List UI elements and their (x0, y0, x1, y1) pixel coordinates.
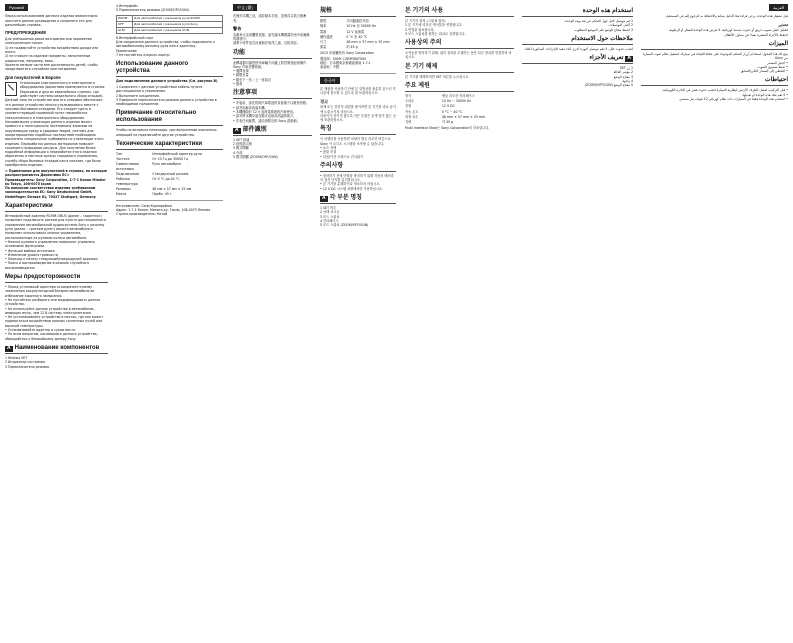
table-cell: ZOOM (117, 15, 133, 21)
intro-text: Перед использованием данного изделия внимательно прочтите данное руководство и сохраните его для дальнейших справок. (5, 14, 98, 28)
spec-value: 48 mm × 57 mm × 25 mm (346, 40, 390, 45)
features-text: Интерфейсный адаптер RCMM-OBUS (далее – «адаптер») позволяет подключать разъем для пульта дистанционного управления автомобильной аудиосистемы Sony к разъему руля (далее – «разъем руля») вашего автомобиля и позволяет использовать кнопки управления, расположенные на рулевом колесе автомобиля. • Кнопки рулевого управления позволяют управлять основными функциями. • Функция выбора источника • Изменение уровня громкости • Переход к началу следующей/предыдущей дорожки • Поиск и воспроизведение в режиме случайного воспроизведения (5, 214, 106, 270)
parts-text: 1 Кнопка SET 2 Индикатор состояния 3 Переключатель режима (5, 355, 49, 369)
spec-row (116, 192, 223, 196)
spec-key: 주파수 (405, 99, 415, 104)
column-korean (402, 0, 517, 643)
caution-heading: احتياطات (641, 77, 788, 86)
spec-key: Подключение (116, 172, 140, 177)
caution-heading: 주의사항 (320, 163, 396, 172)
spec-value: 48 мм × 57 мм × 25 мм (152, 186, 192, 191)
parts-text: 1 SET 按鈕 2 狀態指示燈 3 模式開關 4 介面 5 模式開關 (ZOOM/OFF/GUN) (233, 137, 278, 159)
eu-heading: Для покупателей в Европе (5, 74, 61, 80)
spec-value: 0 °C 至 40 °C (346, 34, 368, 39)
warning-text: 為避免火災或觸電危險，請勿讓本機暴露於雨中或潮濕的環境中。 請將小零件放在孩童無法取得之處，以防誤吞。 (233, 32, 310, 46)
intro-text: 在操作本機之前，請詳細本手冊，並保存以供日後參考。 (233, 14, 307, 23)
spec-key: Частота (116, 157, 130, 162)
parts-text: 1 زر SET 2 مؤشر الحالة 3 مفتاح الوضع 4 واجهة 5 مفتاح الوضع (ZOOM/OFF/GUN) (584, 65, 633, 88)
spec-row (116, 187, 223, 191)
manufacturer-text: Изготовитель: Сони Корпорейшн Адрес: 1-7-1 Конан, Минато-ку, Токио, 108-0075 Япония Страна-производитель: Китай (116, 203, 211, 217)
spec-value: 48 mm × 57 mm × 25 mm (441, 115, 486, 119)
table-cell: OFF (117, 21, 133, 27)
parts-heading-label: 각 부분 명칭 (329, 195, 362, 202)
release-text: 본 기기를 해제하려면 SET 버튼을 누르십시오. (405, 74, 470, 79)
column-russian (2, 0, 111, 643)
language-tag-arabic: العربية (769, 4, 788, 11)
usage-text: 본 기기의 장착 (그림 B 참조) 1 본 기기에 리모컨 케이블을 연결합니다. 2 연결을 완료합니다. 3 모드 스위치를 원하는 위치로 설정합니다. (405, 18, 466, 36)
warning-heading: تحذير (778, 21, 788, 27)
spec-row (320, 19, 396, 23)
section-a-marker: A (235, 126, 239, 133)
warning-heading: 警告 (233, 26, 242, 32)
spec-value: 0 °C ~ 40 °C (441, 109, 463, 114)
caution-text: • Перед установкой адаптера отсоедините клемму заземления аккумуляторной батареи автомобиля во избежание короткого замыкания. • Не пытайтесь разбирать или модифицировать данное устройство. • Не используйте данное устройство в автомобилях, имеющих иную, чем 12 В систему электропитания. • Не устанавливайте устройство в местах, где оно может подвергаться воздействию прямых солнечных лучей или высокой температуры. • Устанавливайте адаптер в сухом месте. • По всем вопросам, касающимся данного устройства, обращайтесь к ближайшему дилеру Sony. (5, 284, 104, 341)
spec-heading: 주요 제원 (405, 83, 514, 92)
usage-heading: Использование данного устройства (116, 61, 223, 77)
spec-row (320, 40, 396, 44)
features-text: يتيح لك هذا المحول استخدام أزرار التحكم الموجودة على عجلة القيادة في سيارتك لتشغيل نظام صوت السيارة من Sony. • اختيار المصدر • ضبط مستوى الصوت • التخطي إلى المسار التالي/السابق (642, 51, 788, 74)
warning-heading: 경고 (320, 98, 329, 104)
section-a-marker: A (627, 55, 631, 62)
features-text: 此轉接器可讓您使用車輛方向盤上的控制按鈕來操作 Sony 汽車音響系統。 • 選擇音源 • 調整音量 • 跳至下一首／上一首曲目 • 搜尋 (233, 60, 307, 87)
spec-key: 외형 치수 (405, 115, 419, 119)
warning-text: Для уменьшения риска возгорания или поражения электрическим током: 1) не подвергайте устройство воздействию дождя или влаги; 2) не ставьте на изделие предметы, наполненные жидкостью, например, вазы. Храните мелкие части вне досягаемости детей, чтобы предотвратить случайное проглатывание. (5, 37, 99, 72)
features-heading: الميزات (641, 41, 788, 50)
column-chinese (230, 0, 315, 643)
usage-text: 1 قم بتوصيل كابل جهاز التحكم عن بعد بهذه الوحدة. 2 أكمل التوصيلات. 3 اضبط مفتاح الوضع على الموضع المطلوب. (564, 18, 633, 32)
column-chinese-korean (317, 0, 399, 643)
column-arabic (638, 0, 791, 643)
spec-value: 10 Hz 至 30000 Hz (346, 24, 376, 29)
spec-value: Стандартный разъем (152, 172, 189, 177)
spec-list (116, 152, 223, 197)
caution-text: • 장착하기 전에 단락을 방지하기 위해 자동차 배터리의 접지 단자를 분리하십시오. • 본 기기를 분해하거나 개조하지 마십시오. • 12 V DC 시스템 차량에서만 사용하십시오. (320, 173, 394, 191)
caution-text: • قبل التركيب، افصل الطرف الأرضي لبطارية السيارة لتجنب حدوث قصر في الدائرة الكهربائية. • لا تقم بفك هذه الوحدة أو تعديلها. • استخدم هذه الوحدة فقط في السيارات ذات نظام كهربائي 12 فولت تيار مستمر. (662, 88, 788, 101)
eu-contact: < Примечание для покупателей в странах, на которые распространяются Директивы ЕС> Производитель: Sony Corporation, 1-7-1 Konan Minato-ku Tokyo, 108-0075 Japan По вопросам соответствия изделия требованиям законодательства ЕС: Sony Deutschland GmbH, Hedelfinger Strasse 61, 70327 Stuttgart, Germany (5, 168, 107, 199)
usage-subheading: Для подключения данного устройства (См. рисунок B) (116, 79, 218, 84)
features-heading: Характеристики (5, 203, 108, 212)
table-row (117, 27, 223, 33)
trademark-text: 2013 年版權所有 Sony Corporation (320, 50, 374, 55)
spec-row (320, 35, 396, 39)
table-cell: Для автомобилей с разъемом GUN (133, 27, 223, 33)
features-text: 이 어댑터를 사용하면 차량의 핸들 리모컨 버튼으로 Sony 카 오디오 시스템을 조작할 수 있습니다. • 소스 선택 • 볼륨 조절 • 다음/이전 트랙으로 건너뛰기 (320, 137, 391, 159)
spec-key: 질량 (405, 120, 412, 125)
intro-text: 본 제품을 사용하기 전에 본 설명서를 충분히 읽으신 후 나중에 참고할 수 있도록 잘 보관하십시오. (320, 86, 396, 96)
trademark-text: Multi Interface Shoe는 Sony Corporation의 상표입니다. (405, 125, 490, 130)
spec-row (116, 152, 223, 156)
warning-heading: ПРЕДУПРЕЖДЕНИЕ (5, 30, 47, 36)
company-text: 製造商：SONY CORPORATION 地址：日本國東京都港區港南 1-7-1 原產地：中國 (320, 56, 371, 70)
spec-row (116, 172, 223, 176)
parts-heading (522, 55, 633, 64)
spec-row (116, 177, 223, 186)
note-heading: 사용상의 주의 (405, 40, 514, 49)
spec-row (116, 157, 223, 161)
language-tag-korean: 한국어 (320, 77, 340, 84)
spec-row (320, 24, 396, 28)
spec-list (320, 19, 396, 50)
parts-heading (320, 195, 396, 204)
spec-key: 작동 온도 (405, 109, 419, 114)
parts-heading-label: تعريف الأجزاء (589, 55, 624, 62)
spec-key: Тип (116, 151, 123, 156)
parts-items: 4 Интерфейс 5 Переключатель режима (ZOOM/OFF/GUN) (116, 4, 189, 13)
usage-text: 1 Соедините с данным устройством кабель пульта дистанционного управления. 2 Выполните соединения. 3 Поверните переключатель режима данного устройства в необходимое положение. (116, 84, 217, 107)
table-cell: Для автомобилей с разъемом руля ZOOM (133, 15, 223, 21)
usage-heading: استخدام هذه الوحدة (522, 8, 633, 17)
note-text: لتجنب حدوث خلل، لا تقم بتوصيل أجهزة أخرى أثناء تنفيذ الإجراءات المذكورة أعلاه. (524, 46, 633, 51)
spec-value: От 10 Гц до 30000 Гц (152, 157, 189, 162)
spec-key: 電源 (320, 29, 327, 34)
caution-heading: Меры предосторожности (5, 274, 108, 283)
section-a-marker: A (322, 195, 326, 202)
language-tag-chinese: 中文 (繁) (233, 4, 257, 11)
parts-heading-label: 部件識別 (242, 126, 267, 133)
caution-heading: 注意事項 (233, 90, 312, 99)
spec-key: 操作溫度 (320, 34, 333, 39)
spec-key: 類型 (320, 18, 327, 23)
parts-text: 1 SET 버튼 2 상태 표시등 3 모드 스위치 4 인터페이스 5 모드 스위치 (ZOOM/OFF/GUN) (320, 205, 369, 228)
spec-row (405, 99, 514, 103)
note-text: 오작동을 방지하기 위해, 위의 절차를 수행하는 동안 다른 장치를 연결하지 마십시오. (405, 51, 512, 60)
spec-row (320, 30, 396, 34)
features-heading: 특징 (320, 126, 396, 135)
spec-key: 형식 (405, 93, 412, 98)
spec-heading: 規格 (320, 8, 396, 17)
column-russian-2 (113, 0, 226, 643)
column-arabic-2 (519, 0, 636, 643)
spec-value: Интерфейсный адаптер руля (152, 151, 202, 156)
spec-value: Руль автомобиля (152, 162, 181, 167)
spec-key: 尺寸 (320, 40, 327, 45)
spec-value: 12 V 直流電 (346, 29, 365, 34)
spec-value: Прибл. 45 г (152, 192, 172, 197)
table-cell: GUN (117, 27, 133, 33)
spec-value: 約 45 g (346, 45, 358, 50)
spec-list (405, 94, 514, 125)
spec-value: 핸들 리모컨 인터페이스 (441, 93, 475, 98)
spec-value: От 0 °C до 40 °C (152, 177, 180, 182)
eu-text: Утилизация электрического и электронного оборудования (директива применяется в странах Евросоюза и других европейских странах, где действуют системы раздельного сбора отходов). Данный знак на устройстве или его упаковке обозначает, что данное устройство нельзя утилизировать вместе с прочими бытовыми отходами. Его следует сдать в соответствующий приемный пункт переработки электрического и электронного оборудования. Неправильная утилизация данного изделия может привести к потенциально негативному влиянию на окружающую среду и здоровье людей, поэтому для предотвращения подобных последствий необходимо выполнять специальные требования по утилизации этого изделия. Переработка данных материалов поможет сохранить природные ресурсы. Для получения более подробной информации о переработке этого изделия обратитесь в местные органы городского управления, службу сбора бытовых отходов или в магазин, где было приобретено изделие. (5, 81, 105, 168)
features-heading: 功能 (233, 50, 312, 59)
spec-value: 12 V DC (441, 104, 455, 109)
warning-text: 화재 또는 감전의 위험을 줄이려면 본 기기를 비나 습기에 노출시키지 마십시오. 어린이가 삼키지 않도록 작은 부품은 손에 닿지 않는 곳에 보관하십시오. (320, 105, 396, 123)
parts-heading-label: Наименование компонентов (14, 345, 100, 352)
spec-row (405, 115, 514, 119)
spec-heading: Технические характеристики (116, 141, 223, 150)
spec-row (405, 110, 514, 114)
spec-key: Масса (116, 192, 127, 197)
weee-bin-icon (5, 82, 17, 96)
spec-row (405, 120, 514, 124)
warning-text: لتقليل خطر نشوب حريق أو حدوث صدمة كهربائية، لا تعرض هذه الوحدة للمطر أو الرطوبة. احتفظ بالأجزاء الصغيرة بعيدًا عن متناول الأطفال. (668, 28, 788, 37)
note-heading: Примечание относительно использования (116, 110, 223, 126)
spec-key: 重量 (320, 45, 327, 50)
spec-row (405, 104, 514, 108)
divider (320, 73, 396, 74)
usage-heading: 본 기기의 사용 (405, 8, 514, 17)
caution-text: • 安裝前，請先拔除汽車電池的負極端子以避免短路。 • 請勿拆解或改裝本機。 • 本機僅限於 12 V 直流電系統的汽車使用。 • 請勿將本機安裝在陽光直射或高溫的地方。 • 若有任何疑問，請洽詢附近的 Sony 經銷商。 (233, 101, 310, 123)
section-a-marker: A (7, 345, 11, 352)
spec-value: 方向盤遙控介面 (346, 18, 369, 23)
table-cell: Для автомобилей с разъемом руля Sony (133, 21, 223, 27)
divider (116, 200, 223, 201)
parts-heading (233, 127, 312, 136)
intro-text: قبل تشغيل هذه الوحدة، يرجى قراءة هذا الدليل بعناية والاحتفاظ به للرجوع إليه في المستقبل. (664, 14, 788, 19)
parts-items-2: 6 Интерфейсный порт Для соединения данного устройства, чтобы подключить к автомобильному разъему руля или к адаптеру. Примечание 7 Не пытайтесь открыть корпус (116, 35, 216, 58)
language-tag-russian: Русский (5, 4, 28, 11)
spec-value: 약 45 g (441, 120, 454, 125)
spec-key: Рабочая температура (116, 177, 138, 186)
spec-row (320, 45, 396, 49)
spec-value: 10 Hz ~ 30000 Hz (441, 99, 471, 104)
mode-table (116, 15, 223, 34)
spec-row (405, 94, 514, 98)
spec-row (116, 162, 223, 171)
spec-key: 頻率 (320, 24, 327, 29)
note-text: Чтобы не возникло неполадок, при выполнении описанных операций не подключайте другие устройства. (116, 128, 217, 137)
spec-key: Совместимые источники (116, 162, 139, 171)
note-heading: ملاحظات حول الاستخدام (522, 36, 633, 45)
spec-key: Размеры (116, 186, 131, 191)
parts-heading (5, 345, 108, 354)
release-heading: 본 기기 해제 (405, 64, 514, 73)
spec-key: 전원 (405, 104, 412, 109)
